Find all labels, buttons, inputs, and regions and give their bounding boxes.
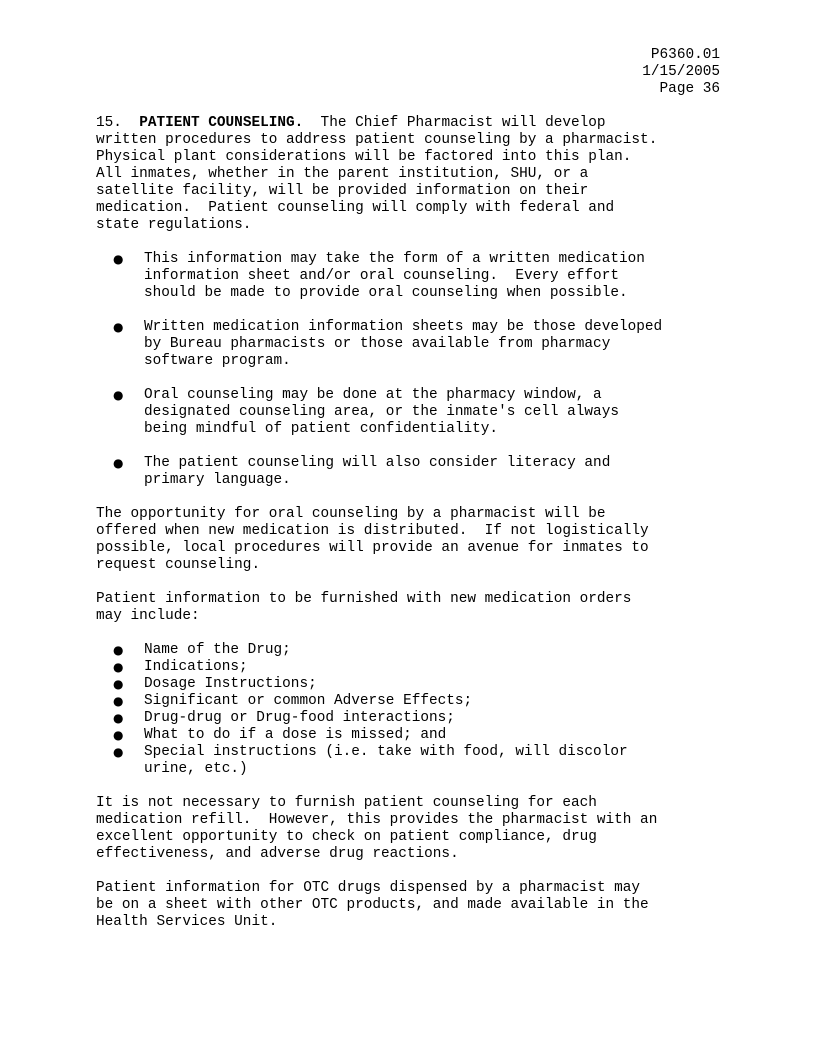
- page-number: Page 36: [659, 81, 720, 97]
- list-item-text: Written medication information sheets may be those developed by Bureau pharmacists or those available from pharmacy software program.: [144, 319, 663, 369]
- list-item-text: Special instructions (i.e. take with food, will discolor urine, etc.): [144, 744, 628, 777]
- bullet-icon: ●: [113, 728, 124, 742]
- document-number: P6360.01: [650, 47, 720, 63]
- bullet-icon: ●: [113, 388, 124, 402]
- bullet-icon: ●: [113, 252, 124, 266]
- list-item: [96, 642, 726, 659]
- bullet-icon: ●: [113, 456, 124, 470]
- list-item: [96, 455, 726, 489]
- list-item-text: Oral counseling may be done at the pharmacy window, a designated counseling area, or the inmate's cell always being mindful of patient confidentiality.: [144, 387, 619, 437]
- list-item-text: Name of the Drug;: [144, 642, 291, 658]
- section-intro-text: The Chief Pharmacist will develop written procedures to address patient counseling by a pharmacist. Physical plant considerations will be factored into this plan. All inmates, whether in the parent institution, SHU, or a satellite facility, will be provided information on their medication. Patient counseling will comply with federal and state regulations.: [96, 115, 658, 233]
- list-item: [96, 251, 726, 302]
- otc-paragraph: Patient information for OTC drugs dispensed by a pharmacist may be on a sheet with other OTC products, and made available in the Health Services Unit.: [96, 880, 649, 930]
- list-item-text: Dosage Instructions;: [144, 676, 317, 692]
- list-item-text: The patient counseling will also consider literacy and primary language.: [144, 455, 611, 488]
- list-item: [96, 744, 726, 778]
- bullet-icon: ●: [113, 320, 124, 334]
- section-title-punct: .: [294, 115, 304, 131]
- counseling-form-list: [96, 251, 726, 489]
- list-item: [96, 693, 726, 710]
- bullet-icon: ●: [113, 677, 124, 691]
- list-item: [96, 710, 726, 727]
- document-page: [96, 47, 726, 948]
- refill-paragraph: It is not necessary to furnish patient counseling for each medication refill. However, this provides the pharmacist with an excellent opportunity to check on patient compliance, drug effectiveness, and adverse drug reactions.: [96, 795, 658, 862]
- section-title: PATIENT COUNSELING: [139, 115, 295, 131]
- patient-info-list: [96, 642, 726, 778]
- list-item-text: What to do if a dose is missed; and: [144, 727, 447, 743]
- list-item-text: This information may take the form of a written medication information sheet and/or oral counseling. Every effort should be made to provide oral counseling when possible.: [144, 251, 645, 301]
- list-item-text: Significant or common Adverse Effects;: [144, 693, 473, 709]
- list-item-text: Drug-drug or Drug-food interactions;: [144, 710, 455, 726]
- section-intro-paragraph: [96, 115, 726, 234]
- oral-counseling-paragraph: The opportunity for oral counseling by a pharmacist will be offered when new medication is distributed. If not logistically possible, local procedures will provide an avenue for inmates to request counseling.: [96, 506, 649, 573]
- bullet-icon: ●: [113, 745, 124, 759]
- list-item: [96, 676, 726, 693]
- page-header: [96, 47, 720, 98]
- bullet-icon: ●: [113, 694, 124, 708]
- bullet-icon: ●: [113, 711, 124, 725]
- list-item: [96, 727, 726, 744]
- list-item: [96, 659, 726, 676]
- document-date: 1/15/2005: [642, 64, 720, 80]
- list-item: [96, 387, 726, 438]
- list-item: [96, 319, 726, 370]
- patient-info-paragraph: Patient information to be furnished with new medication orders may include:: [96, 591, 632, 624]
- list-item-text: Indications;: [144, 659, 248, 675]
- section-number: 15.: [96, 115, 140, 131]
- bullet-icon: ●: [113, 660, 124, 674]
- bullet-icon: ●: [113, 643, 124, 657]
